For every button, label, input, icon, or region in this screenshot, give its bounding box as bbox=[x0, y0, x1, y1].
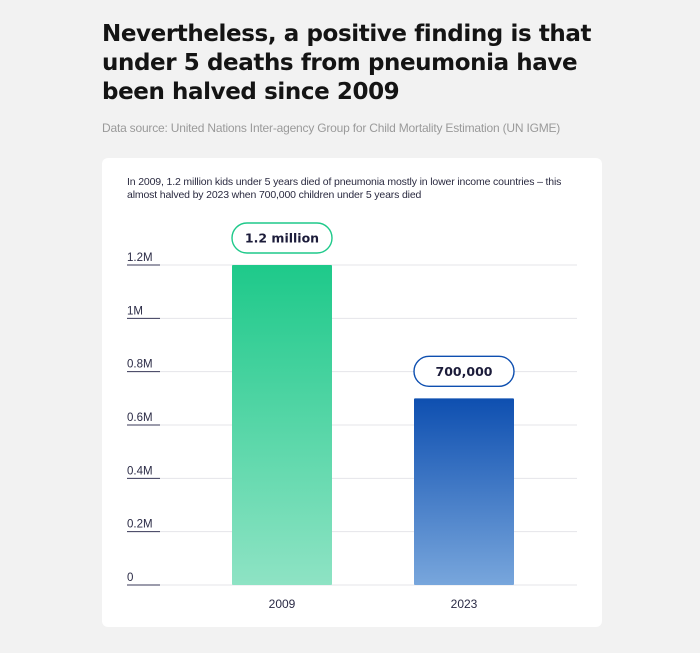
bar-2009 bbox=[232, 265, 332, 585]
x-category-label: 2009 bbox=[268, 597, 296, 611]
y-tick-label: 0.4M bbox=[127, 465, 153, 478]
data-label: 700,000 bbox=[435, 363, 493, 379]
y-tick-label: 0.6M bbox=[127, 412, 153, 424]
y-tick-label: 0.8M bbox=[127, 358, 153, 371]
bar-chart bbox=[102, 158, 602, 627]
data-source: Data source: United Nations Inter-agency Group for Child Mortality Estimation (UN IGME) bbox=[102, 121, 561, 135]
chart-card bbox=[102, 158, 602, 627]
data-label: 1.2 million bbox=[244, 230, 320, 246]
chart-description: In 2009, 1.2 million kids under 5 years died of pneumonia mostly in lower income countries – this almost halved by 2023 when 700,000 children under 5 years died bbox=[127, 176, 562, 201]
y-tick-label: 1.2M bbox=[127, 252, 153, 264]
y-tick-label: 0 bbox=[127, 572, 134, 584]
y-tick-label: 1M bbox=[127, 305, 143, 318]
chart-headline: Nevertheless, a positive finding is that under 5 deaths from pneumonia have been halved since 2009 bbox=[102, 21, 592, 105]
x-category-label: 2023 bbox=[450, 597, 478, 611]
bar-2023 bbox=[414, 398, 514, 585]
y-tick-label: 0.2M bbox=[127, 518, 153, 531]
